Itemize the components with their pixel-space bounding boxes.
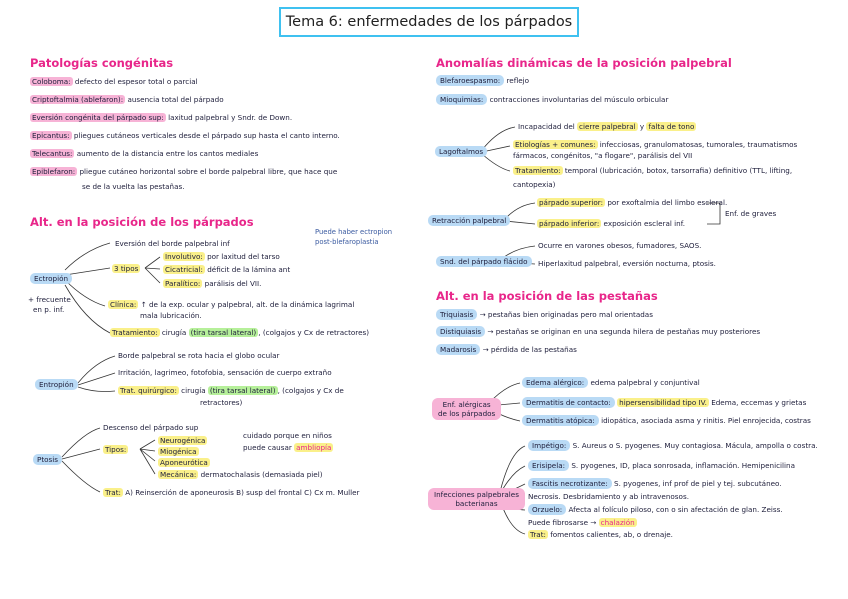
clinica-line: mala lubricación. [140,311,202,320]
lagoftalmos-etiologias-cont: fármacos, congénitos, "a flogare", parálisis del VII [513,151,693,160]
section-heading-posicion: Alt. en la posición de los párpados [30,215,254,229]
list-item: Dermatitis atópica: idiopática, asociada asma y rinitis. Piel enrojecida, costras [522,416,811,425]
side-note: Puede haber ectropion [315,228,393,236]
list-item: Distiquiasis → pestañas se originan en una segunda hilera de pestañas muy posteriores [436,327,760,336]
term: Telecantus: [32,149,73,158]
entropion-trat-cont: retractores) [200,398,243,407]
list-item: Mioquimias: contracciones involuntarias del músculo orbicular [436,95,668,104]
list-item: Paralítico: parálisis del VII. [165,279,262,288]
term: Coloboma: [32,77,71,86]
infecciones-label: Infecciones palpebrales bacterianas [428,488,525,510]
definition: pliegue cutáneo horizontal sobre el borde palpebral libre, que hace que [79,167,338,176]
ectropion-note: + frecuente [28,295,71,304]
lagoftalmos-etiologias: Etiologías + comunes: infecciosas, granulomatosas, tumorales, traumatismos [515,140,798,149]
definition: defecto del espesor total o parcial [74,77,198,86]
ectropion-definition: Eversión del borde palpebral inf [115,239,230,248]
floppy-line: Ocurre en varones obesos, fumadores, SAOS. [538,241,702,250]
retraccion-label: Retracción palpebral [428,216,510,225]
list-item: Dermatitis de contacto: hipersensibilidad tipo IV. Edema, eccemas y grietas [522,398,806,407]
entropion-label: Entropión [35,380,78,389]
tipos-label: 3 tipos [114,264,139,273]
alergicas-label: Enf. alérgicas de los párpados [432,398,501,420]
list-item: Mecánica: dermatochalasis (demasiada piel) [160,470,323,479]
floppy-label: Snd. del párpado flácido [436,257,532,266]
list-item [30,113,292,122]
list-item [30,167,337,176]
entropion-trat: Trat. quirúrgico: cirugía (tira tarsal lateral) , (colgajos y Cx de [120,386,344,395]
section-heading-pestanas: Alt. en la posición de las pestañas [436,289,658,303]
ectropion-label: Ectropión [30,274,72,283]
definition: aumento de la distancia entre los cantos mediales [76,149,259,158]
list-item: Puede fibrosarse → chalazión [528,518,635,527]
list-item: Impétigo: S. Aureus o S. pyogenes. Muy contagiosa. Mácula, ampolla o costra. [528,441,818,450]
ptosis-label: Ptosis [33,455,62,464]
warning-note: cuidado porque en niños [243,431,332,440]
list-item: Involutivo: por laxitud del tarso [165,252,280,261]
warning-note: puede causar ambliopía [243,443,332,452]
lagoftalmos-label: Lagoftalmos [435,147,487,156]
list-item: Orzuelo: Afecta al folículo piloso, con o sin afectación de glan. Zeiss. [528,505,783,514]
list-item: Aponeurótica [160,458,208,467]
entropion-line: Irritación, lagrimeo, fotofobia, sensación de cuerpo extraño [118,368,332,377]
section-heading-dinamicas: Anomalías dinámicas de la posición palpebral [436,56,732,70]
list-item: Trat: fomentos calientes, ab, o drenaje. [530,530,673,539]
ectropion-note: en p. inf. [33,305,65,314]
section-heading-congenitas: Patologías congénitas [30,56,174,70]
retraccion-sup: párpado superior: por exoftalmia del limbo escleral. [539,198,728,207]
clinica-line: Clínica: ↑ de la exp. ocular y palpebral, alt. de la dinámica lagrimal [110,300,355,309]
list-item [30,95,224,104]
list-item: Edema alérgico: edema palpebral y conjuntival [522,378,700,387]
ptosis-trat: Trat: A) Reinserción de aponeurosis B) susp del frontal C) Cx m. Muller [105,488,360,497]
retraccion-side-note: Enf. de graves [725,209,777,218]
retraccion-inf: párpado inferior: exposición escleral inf. [539,219,686,228]
list-item: Triquiasis → pestañas bien originadas pero mal orientadas [436,310,653,319]
definition: pliegues cutáneos verticales desde el párpado sup hasta el canto interno. [73,131,340,140]
lagoftalmos-tratamiento-cont: cantopexia) [513,180,556,189]
list-item: Miogénica [160,447,197,456]
list-item [30,77,198,86]
list-item [30,131,340,140]
lagoftalmos-tratamiento: Tratamiento: temporal (lubricación, botox, tarsorrafia) definitivo (TTL, lifting, [515,166,793,175]
term: Eversión congénita del párpado sup: [32,113,164,122]
term: Epiblefaron: [32,167,76,176]
list-item: Fascitis necrotizante: S. pyogenes, inf prof de piel y tej. subcutáneo. [528,479,782,488]
entropion-line: Borde palpebral se rota hacia el globo ocular [118,351,280,360]
tipos-label: Tipos: [105,445,127,454]
term: Criptoftalmia (ablefaron): [32,95,124,104]
list-item: Necrosis. Desbridamiento y ab intravenosos. [528,492,689,501]
list-item: Blefaroespasmo: reflejo [436,76,529,85]
definition: ausencia total del párpado [127,95,224,104]
term: Epicantus: [32,131,70,140]
page-title: Tema 6: enfermedades de los párpados [279,7,579,37]
lagoftalmos-line: Incapacidad del cierre palpebral y falta de tono [518,122,695,131]
list-item: Cicatricial: déficit de la lámina ant [165,265,291,274]
definition-continuation: se de la vuelta las pestañas. [82,182,185,191]
list-item: Madarosis → pérdida de las pestañas [436,345,577,354]
list-item: Erisipela: S. pyogenes, ID, placa sonrosada, inflamación. Hemipenicilina [528,461,795,470]
side-note: post-blefaroplastia [315,238,379,246]
ptosis-line: Descenso del párpado sup [103,423,199,432]
definition: laxitud palpebral y Sndr. de Down. [168,113,293,122]
list-item: Neurogénica [160,436,206,445]
tratamiento-line: Tratamiento: cirugía (tira tarsal lateral) , (colgajos y Cx de retractores) [112,328,370,337]
floppy-line: Hiperlaxitud palpebral, eversión nocturna, ptosis. [538,259,716,268]
list-item [30,149,258,158]
